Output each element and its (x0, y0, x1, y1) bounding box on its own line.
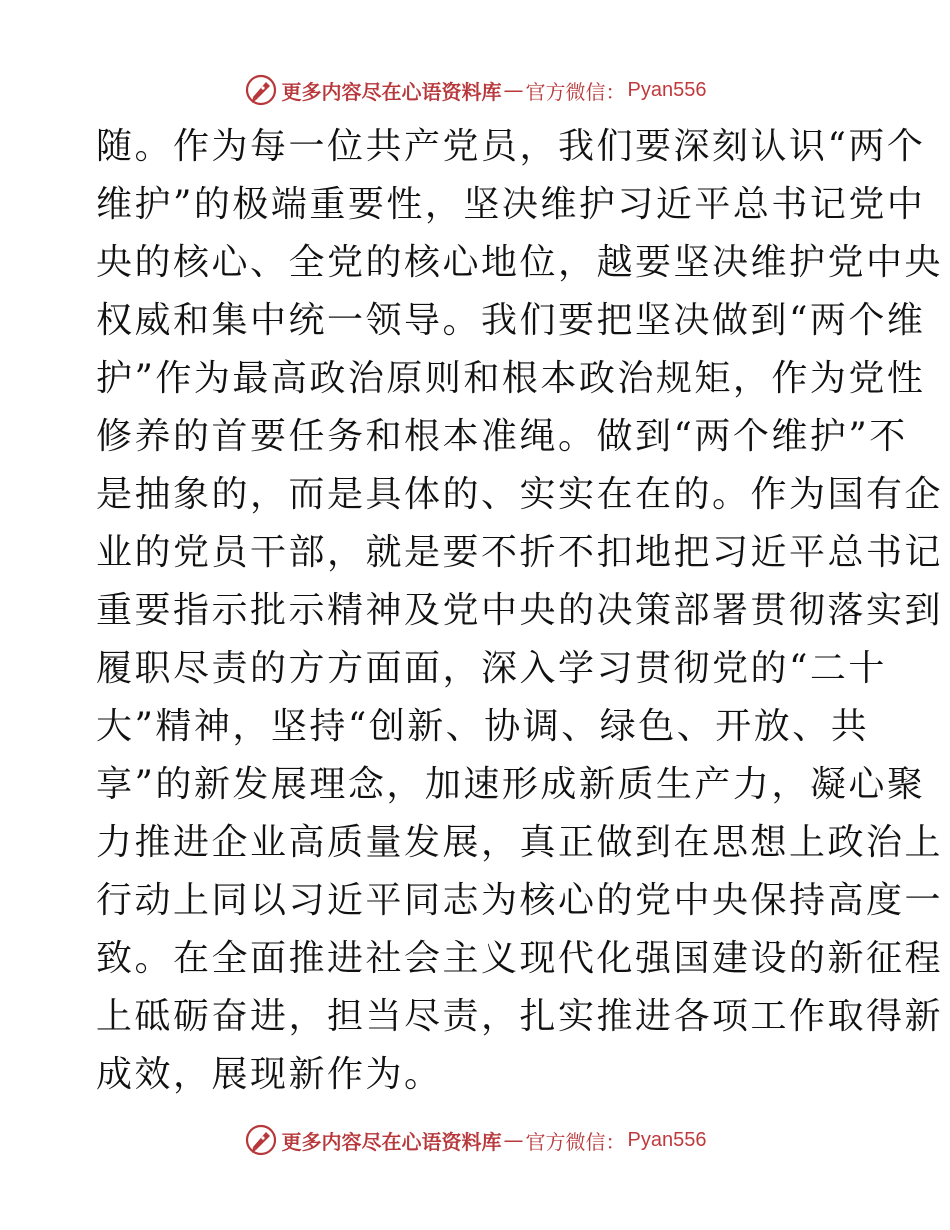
body-line: 致。在全面推进社会主义现代化强国建设的新征程 (96, 938, 944, 979)
body-line: 重要指示批示精神及党中央的决策部署贯彻落实到 (96, 590, 944, 631)
footer-banner-content (244, 1123, 707, 1157)
header-wechat-id: Pyan556 (627, 78, 707, 101)
body-line: 力推进企业高质量发展，真正做到在思想上政治上 (96, 822, 944, 863)
body-line: 行动上同以习近平同志为核心的党中央保持高度一 (96, 880, 944, 921)
footer-wechat-id: Pyan556 (627, 1128, 707, 1151)
pen-nib-logo-icon (244, 1123, 278, 1157)
body-line: 是抽象的，而是具体的、实实在在的。作为国有企 (96, 474, 944, 515)
body-line: 护”作为最高政治原则和根本政治规矩，作为党性 (96, 358, 926, 399)
footer-banner-text: 更多内容尽在心语资料库 (281, 1129, 502, 1154)
body-line: 大”精神，坚持“创新、协调、绿色、开放、共 (96, 706, 870, 747)
body-line: 随。作为每一位共产党员，我们要深刻认识“两个 (96, 126, 926, 167)
header-banner-content (244, 73, 707, 107)
body-line: 上砥砺奋进，担当尽责，扎实推进各项工作取得新 (96, 996, 944, 1037)
footer-wechat-label: 官方微信： (525, 1129, 626, 1154)
body-line: 央的核心、全党的核心地位，越要坚决维护党中央 (96, 242, 944, 283)
footer-banner (0, 1120, 950, 1160)
header-wechat-label: 官方微信： (525, 79, 626, 104)
body-line: 履职尽责的方方面面，深入学习贯彻党的“二十 (96, 648, 887, 689)
body-line: 维护”的极端重要性，坚决维护习近平总书记党中 (96, 184, 926, 225)
header-banner (0, 70, 950, 110)
pen-nib-logo-icon (244, 73, 278, 107)
footer-banner-dash: — (503, 1128, 524, 1152)
header-banner-text: 更多内容尽在心语资料库 (281, 79, 502, 104)
body-line: 业的党员干部，就是要不折不扣地把习近平总书记 (96, 532, 944, 573)
body-line: 权威和集中统一领导。我们要把坚决做到“两个维 (96, 300, 926, 341)
body-line: 修养的首要任务和根本准绳。做到“两个维护”不 (96, 416, 908, 457)
body-line: 成效，展现新作为。 (96, 1054, 443, 1095)
body-line: 享”的新发展理念，加速形成新质生产力，凝心聚 (96, 764, 926, 805)
document-body (96, 118, 944, 1104)
header-banner-dash: — (503, 78, 524, 102)
